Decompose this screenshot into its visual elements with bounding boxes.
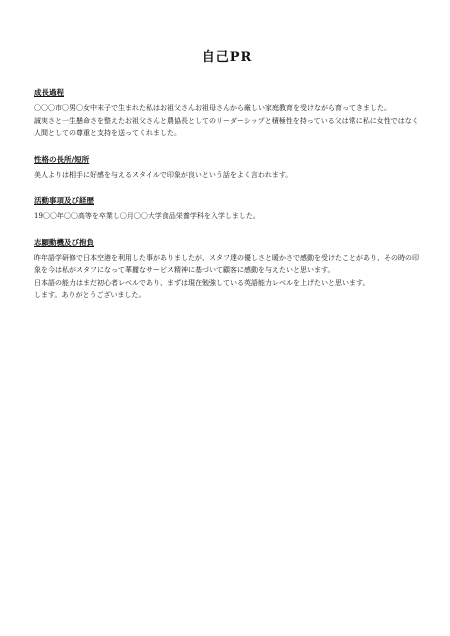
section-heading: 活動事項及び経歴 bbox=[34, 196, 94, 205]
paragraph: します。ありがとうございました。 bbox=[34, 291, 146, 299]
section-personality bbox=[34, 154, 420, 182]
section-body bbox=[34, 102, 420, 140]
section-body bbox=[34, 252, 420, 302]
section-motivation-aspirations bbox=[34, 237, 420, 302]
paragraph: 昨年語学研修で日本空港を利用した事がありましたが、スタフ達の優しさと暖かさで感動を受けたことがあり、その時の印象を今は私がスタフになって華麗なサービス精神に基づいて顧客に感動を与えたいと思います。 bbox=[34, 253, 419, 274]
paragraph: 日本語の能力はまだ初心者レベルであり、まずは現在勉強している英語能力レベルを上げたいと思います。 bbox=[34, 278, 370, 287]
section-heading: 性格の長所/短所 bbox=[34, 154, 90, 164]
paragraph: 誠実さと一生懸命さを整えたお祖父さんと農協長としてのリーダーシップと積極性を持っている父は常に私に女性ではなく人間としての尊重と支持を送ってくれました。 bbox=[34, 116, 419, 137]
section-growth-process bbox=[34, 87, 420, 140]
section-body bbox=[34, 169, 420, 182]
section-heading: 成長過程 bbox=[34, 88, 64, 97]
section-activities-career bbox=[34, 195, 420, 223]
paragraph: 美人よりは相手に好感を与えるスタイルで印象が良いという話をよく言われます。 bbox=[34, 170, 293, 179]
document-title: 自己PR bbox=[201, 50, 253, 65]
paragraph: 〇〇〇市〇男〇女中末子で生まれた私はお祖父さんお祖母さんから厳しい家庭教育を受けながら育ってきました。 bbox=[34, 104, 391, 112]
section-body bbox=[34, 210, 420, 223]
paragraph: 19〇〇年〇〇高等を卒業し〇月〇〇大学食品栄養学科を入学しました。 bbox=[34, 212, 260, 220]
section-heading: 志願動機及び抱負 bbox=[34, 237, 94, 247]
